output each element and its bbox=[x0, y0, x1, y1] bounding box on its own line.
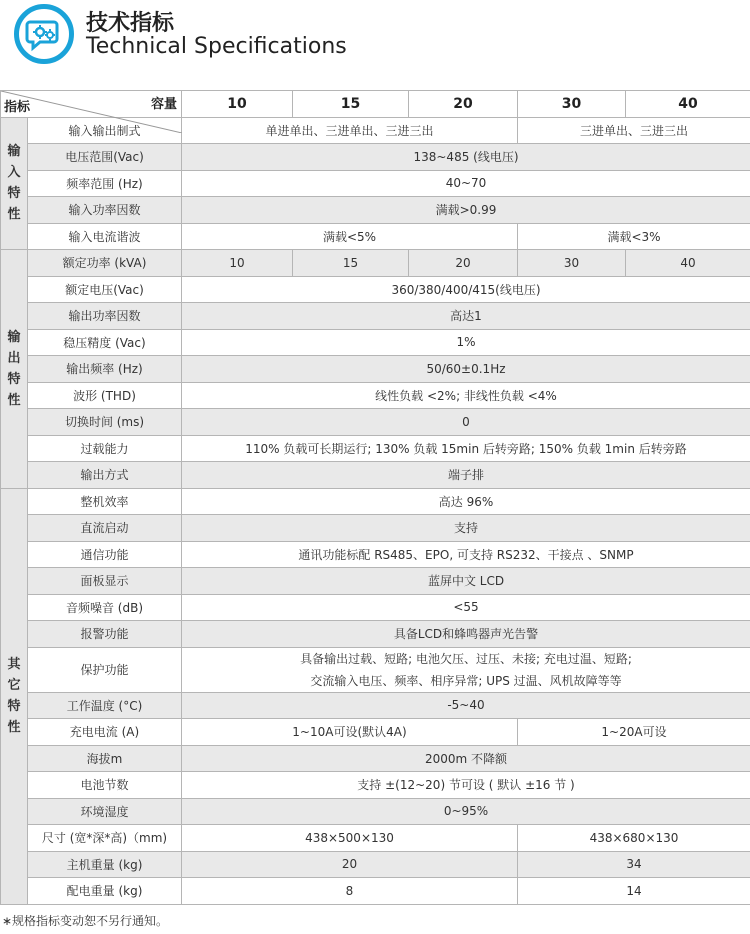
indicator-caption: 指标 bbox=[4, 99, 31, 115]
table-row bbox=[1, 515, 750, 542]
row-label: 主机重量 (kg) bbox=[28, 851, 182, 878]
table-row bbox=[1, 356, 750, 383]
row-label: 输出方式 bbox=[28, 462, 182, 489]
table-row bbox=[1, 745, 750, 772]
table-row bbox=[1, 647, 750, 692]
row-label: 海拔m bbox=[28, 745, 182, 772]
row-label: 频率范围 (Hz) bbox=[28, 170, 182, 197]
table-row bbox=[1, 250, 750, 277]
row-label: 工作温度 (°C) bbox=[28, 692, 182, 719]
row-label: 通信功能 bbox=[28, 541, 182, 568]
row-value: 单进单出、三进单出、三进三出 bbox=[182, 117, 518, 144]
table-row bbox=[1, 197, 750, 224]
row-label: 输出频率 (Hz) bbox=[28, 356, 182, 383]
page-header bbox=[0, 0, 750, 90]
row-value: 0~95% bbox=[182, 798, 750, 825]
row-value: 14 bbox=[518, 878, 750, 905]
row-value: 360/380/400/415(线电压) bbox=[182, 276, 750, 303]
row-value: <55 bbox=[182, 594, 750, 621]
row-label: 环境湿度 bbox=[28, 798, 182, 825]
table-row bbox=[1, 462, 750, 489]
row-value: 20 bbox=[182, 851, 518, 878]
row-value: 438×500×130 bbox=[182, 825, 518, 852]
row-label: 直流启动 bbox=[28, 515, 182, 542]
row-value: 高达 96% bbox=[182, 488, 750, 515]
corner-header-cell bbox=[1, 91, 182, 118]
group-label: 其它特性 bbox=[7, 657, 21, 735]
group-output bbox=[1, 250, 28, 489]
table-row bbox=[1, 144, 750, 171]
row-value: 具备LCD和蜂鸣器声光告警 bbox=[182, 621, 750, 648]
table-row bbox=[1, 382, 750, 409]
row-value: 端子排 bbox=[182, 462, 750, 489]
group-input bbox=[1, 117, 28, 250]
row-value: 满载<3% bbox=[518, 223, 750, 250]
row-value-line: 交流输入电压、频率、相序异常; UPS 过温、风机故障等等 bbox=[310, 673, 622, 688]
row-value: 2000m 不降额 bbox=[182, 745, 750, 772]
row-label: 整机效率 bbox=[28, 488, 182, 515]
row-label: 电池节数 bbox=[28, 772, 182, 799]
table-row bbox=[1, 568, 750, 595]
row-label: 面板显示 bbox=[28, 568, 182, 595]
row-value: 满载>0.99 bbox=[182, 197, 750, 224]
row-value: 50/60±0.1Hz bbox=[182, 356, 750, 383]
row-value: 1~10A可设(默认4A) bbox=[182, 719, 518, 746]
capacity-header: 30 bbox=[518, 91, 626, 118]
capacity-header: 10 bbox=[182, 91, 293, 118]
row-value: 三进单出、三进三出 bbox=[518, 117, 750, 144]
row-value: 438×680×130 bbox=[518, 825, 750, 852]
table-row bbox=[1, 851, 750, 878]
table-row bbox=[1, 798, 750, 825]
row-value: 1~20A可设 bbox=[518, 719, 750, 746]
row-label: 额定电压(Vac) bbox=[28, 276, 182, 303]
table-row bbox=[1, 825, 750, 852]
footnote: ∗规格指标变动恕不另行通知。 bbox=[2, 914, 169, 928]
row-value: 30 bbox=[518, 250, 626, 277]
row-value: 0 bbox=[182, 409, 750, 436]
row-value: 40 bbox=[626, 250, 750, 277]
row-value: -5~40 bbox=[182, 692, 750, 719]
table-row bbox=[1, 488, 750, 515]
row-label: 输入输出制式 bbox=[28, 117, 182, 144]
row-label: 电压范围(Vac) bbox=[28, 144, 182, 171]
capacity-caption: 容量 bbox=[150, 97, 177, 112]
row-label: 充电电流 (A) bbox=[28, 719, 182, 746]
row-label: 波形 (THD) bbox=[28, 382, 182, 409]
group-label: 输入特性 bbox=[7, 144, 21, 223]
row-value: 110% 负载可长期运行; 130% 负载 15min 后转旁路; 150% 负载 1min 后转旁路 bbox=[182, 435, 750, 462]
row-value: 8 bbox=[182, 878, 518, 905]
row-value: 满载<5% bbox=[182, 223, 518, 250]
table-row bbox=[1, 223, 750, 250]
row-value: 线性负载 <2%; 非线性负载 <4% bbox=[182, 382, 750, 409]
row-value: 支持 bbox=[182, 515, 750, 542]
row-value: 蓝屏中文 LCD bbox=[182, 568, 750, 595]
table-row bbox=[1, 772, 750, 799]
row-label: 保护功能 bbox=[28, 647, 182, 692]
table-row bbox=[1, 409, 750, 436]
table-row bbox=[1, 621, 750, 648]
row-label: 音频噪音 (dB) bbox=[28, 594, 182, 621]
row-label: 过载能力 bbox=[28, 435, 182, 462]
row-label: 配电重量 (kg) bbox=[28, 878, 182, 905]
capacity-header: 15 bbox=[293, 91, 409, 118]
logo bbox=[14, 4, 74, 64]
table-row bbox=[1, 878, 750, 905]
table-row bbox=[1, 541, 750, 568]
row-value bbox=[182, 647, 750, 692]
row-value: 高达1 bbox=[182, 303, 750, 330]
row-value: 34 bbox=[518, 851, 750, 878]
row-value: 15 bbox=[293, 250, 409, 277]
table-row bbox=[1, 329, 750, 356]
table-row bbox=[1, 170, 750, 197]
row-value-line: 具备输出过载、短路; 电池欠压、过压、未接; 充电过温、短路; bbox=[300, 651, 632, 666]
row-label: 输入电流谐波 bbox=[28, 223, 182, 250]
table-row bbox=[1, 276, 750, 303]
table-row bbox=[1, 303, 750, 330]
table-row bbox=[1, 435, 750, 462]
row-value: 1% bbox=[182, 329, 750, 356]
capacity-header: 20 bbox=[409, 91, 518, 118]
row-label: 输入功率因数 bbox=[28, 197, 182, 224]
row-label: 额定功率 (kVA) bbox=[28, 250, 182, 277]
row-value: 通讯功能标配 RS485、EPO, 可支持 RS232、干接点 、SNMP bbox=[182, 541, 750, 568]
row-value: 138~485 (线电压) bbox=[182, 144, 750, 171]
table-row bbox=[1, 692, 750, 719]
page-title-zh: 技术指标 bbox=[86, 11, 175, 36]
row-label: 报警功能 bbox=[28, 621, 182, 648]
capacity-header: 40 bbox=[626, 91, 750, 118]
row-label: 尺寸 (宽*深*高)（mm) bbox=[28, 825, 182, 852]
row-value: 支持 ±(12~20) 节可设 ( 默认 ±16 节 ) bbox=[182, 772, 750, 799]
group-other bbox=[1, 488, 28, 904]
table-row bbox=[1, 719, 750, 746]
row-label: 稳压精度 (Vac) bbox=[28, 329, 182, 356]
row-value: 10 bbox=[182, 250, 293, 277]
page-title-en: Technical Specifications bbox=[86, 34, 347, 59]
gear-chat-icon bbox=[24, 14, 64, 54]
group-label: 输出特性 bbox=[7, 329, 21, 408]
spec-table bbox=[0, 90, 750, 905]
table-row bbox=[1, 594, 750, 621]
table-header-row bbox=[1, 91, 750, 118]
row-label: 输出功率因数 bbox=[28, 303, 182, 330]
row-value: 20 bbox=[409, 250, 518, 277]
row-label: 切换时间 (ms) bbox=[28, 409, 182, 436]
row-value: 40~70 bbox=[182, 170, 750, 197]
